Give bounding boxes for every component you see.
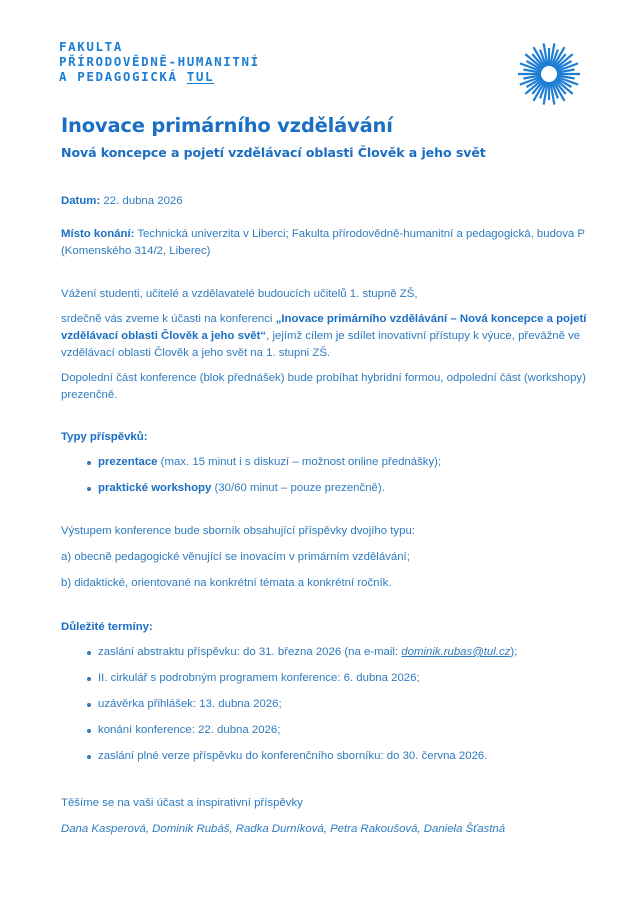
- deadline-text: zaslání abstraktu příspěvku: do 31. března 2026 (na e-mail:: [98, 646, 402, 658]
- types-list: [61, 454, 591, 497]
- faculty-line-1: FAKULTA: [59, 39, 123, 54]
- invitation-post: , jejímž cílem je sdílet inovativní přístupy k výuce, převážně ve vzdělávací oblasti Člověk a jeho svět na 1. stupni ZŠ.: [61, 330, 581, 359]
- proceedings-type-b: b) didaktické, orientované na konkrétní témata a konkrétní ročník.: [61, 577, 392, 589]
- proceedings-intro: Výstupem konference bude sborník obsahující příspěvky dvojího typu:: [61, 525, 415, 537]
- closing-line: Těšíme se na vaši účast a inspirativní příspěvky: [61, 797, 303, 809]
- date-value: 22. dubna 2026: [100, 195, 183, 207]
- document-title: Inovace primárního vzdělávání: [61, 114, 393, 137]
- type-detail: (30/60 minut – pouze prezenčně).: [211, 482, 385, 494]
- faculty-logo-text: [59, 39, 260, 84]
- venue-label: Místo konání:: [61, 228, 135, 240]
- list-item: uzávěrka přihlášek: 13. dubna 2026;: [61, 696, 591, 713]
- faculty-line-3-text: A PEDAGOGICKÁ: [59, 69, 187, 84]
- deadlines-heading: Důležité termíny:: [61, 621, 153, 633]
- email-link[interactable]: dominik.rubas@tul.cz: [401, 646, 511, 658]
- venue-value: Technická univerzita v Liberci; Fakulta přírodovědně-humanitní a pedagogická, budova P (Komenského 314/2, Liberec): [61, 228, 585, 257]
- invitation-paragraph: [61, 311, 591, 362]
- faculty-line-2: PŘÍRODOVĚDNĚ-HUMANITNÍ: [59, 54, 260, 69]
- date-line: [61, 193, 591, 210]
- signatures: Dana Kasperová, Dominik Rubáš, Radka Durníková, Petra Rakoušová, Daniela Šťastná: [61, 823, 506, 835]
- tul-abbreviation: TUL: [186, 69, 215, 84]
- faculty-line-3: [59, 69, 260, 84]
- list-item: [61, 480, 591, 497]
- type-name: praktické workshopy: [98, 482, 212, 494]
- list-item: konání konference: 22. dubna 2026;: [61, 722, 591, 739]
- format-note: Dopolední část konference (blok přednášek) bude probíhat hybridní formou, odpolední část (workshopy) prezenčně.: [61, 372, 586, 401]
- invitation-pre: srdečně vás zveme k účasti na konferenci: [61, 313, 276, 325]
- list-item: [61, 454, 591, 471]
- date-label: Datum:: [61, 195, 101, 207]
- greeting: Vážení studenti, učitelé a vzdělavatelé budoucích učitelů 1. stupně ZŠ,: [61, 288, 418, 300]
- types-heading: Typy příspěvků:: [61, 431, 148, 443]
- deadline-text-end: );: [510, 646, 518, 658]
- proceedings-type-a: a) obecně pedagogické věnující se inovacím v primárním vzdělávání;: [61, 551, 410, 563]
- venue-line: [61, 226, 591, 260]
- document-subtitle: Nová koncepce a pojetí vzdělávací oblasti Člověk a jeho svět: [61, 145, 486, 160]
- list-item: II. cirkulář s podrobným programem konference: 6. dubna 2026;: [61, 670, 591, 687]
- conference-name: „Inovace primárního vzdělávání – Nová koncepce a pojetí vzdělávací oblasti Člověk a jeho svět“: [61, 313, 587, 342]
- type-detail: (max. 15 minut i s diskuzí – možnost online přednášky);: [157, 456, 442, 468]
- tul-sun-logo-icon: [514, 41, 584, 107]
- list-item: [61, 644, 591, 661]
- deadlines-list: [61, 644, 591, 765]
- list-item: zaslání plné verze příspěvku do konferenčního sborníku: do 30. června 2026.: [61, 748, 591, 765]
- document-body: [61, 112, 591, 838]
- type-name: prezentace: [98, 456, 158, 468]
